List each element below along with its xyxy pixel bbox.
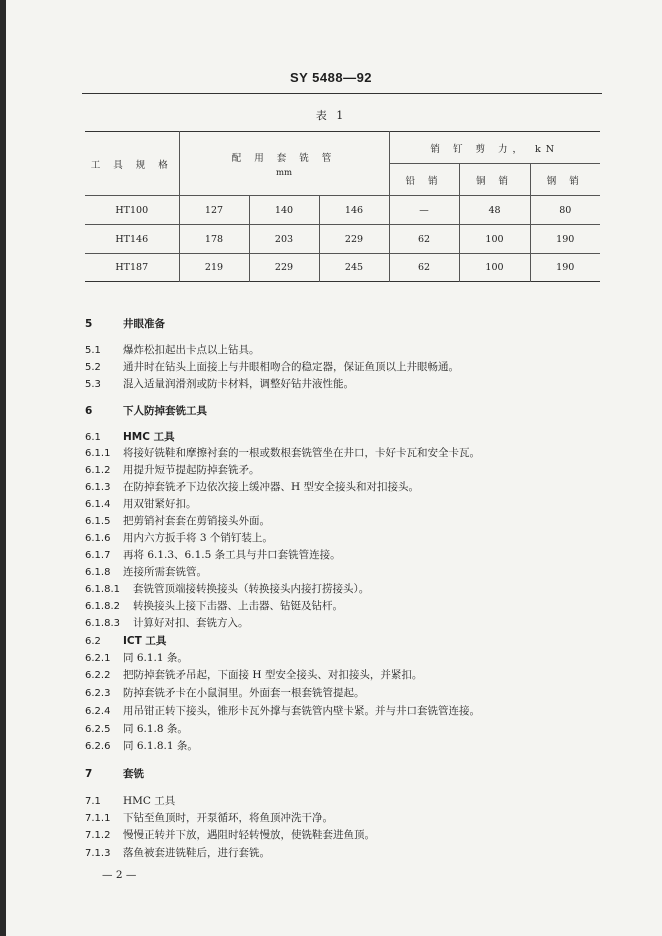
header-tool-spec: 工 具 规 格 [85,132,179,196]
clause-text: 防掉套铣矛卡在小鼠洞里。外面套一根套铣管提起。 [123,687,365,699]
clause-text: 把剪销衬套套在剪销接头外面。 [123,515,270,527]
clause-line [85,722,188,737]
cell-shear: 100 [459,225,530,254]
cell-pipe: 146 [319,196,389,225]
clause-number: 6.1.8.2 [85,601,120,612]
clause-number: 7.1.1 [85,813,111,824]
header-pipe-label: 配 用 套 铣 管 [231,152,337,164]
clause-text: 同 6.1.8.1 条。 [123,740,198,752]
clause-line [85,480,419,495]
clause-text: 混入适量润滑剂或防卡材料，调整好钻井液性能。 [123,378,354,390]
cell-shear: 100 [459,254,530,282]
cell-tool: HT100 [115,204,149,216]
header-shear-steel: 钢 销 [530,164,600,196]
cell-pipe: 127 [179,196,249,225]
clause-text: 把防掉套铣矛吊起，下面接 H 型安全接头、对扣接头，并紧扣。 [123,669,423,681]
clause-line [85,497,197,512]
clause-text: HMC 工具 [123,795,176,807]
clause-number: 6.2.3 [85,688,111,699]
clause-number: 6.1.6 [85,533,111,544]
clause-line [85,846,270,861]
clause-text: 慢慢正转并下放，遇阻时轻转慢放，使铣鞋套进鱼顶。 [123,829,375,841]
clause-line [85,514,270,529]
cell-shear: 48 [459,196,530,225]
cell-shear: — [389,196,459,225]
clause-text: 套铣管顶端接转换接头（转换接头内接打捞接头）。 [133,583,370,595]
scan-edge [0,0,6,936]
clause-text: HMC 工具 [123,431,175,443]
cell-shear: 190 [530,254,600,282]
header-rule [82,93,602,94]
header-pipe [179,132,389,196]
page-number: — 2 — [102,869,137,881]
clause-text: 将接好铣鞋和摩擦衬套的一根或数根套铣管坐在井口，卡好卡瓦和安全卡瓦。 [123,447,480,459]
clause-number: 5.2 [85,362,101,373]
clause-text: 爆炸松扣起出卡点以上钻具。 [123,344,260,356]
table-row [85,254,600,282]
clause-text: 下人防掉套铣工具 [123,405,207,417]
clause-line [85,616,249,631]
table-title: 表 1 [315,109,347,122]
clause-text: 用内六方扳手将 3 个销钉装上。 [123,532,273,544]
clause-number: 7 [85,768,93,780]
cell-pipe: 178 [179,225,249,254]
clause-line [85,668,422,683]
clause-number: 6.1.3 [85,482,111,493]
cell-pipe: 245 [319,254,389,282]
clause-number: 6.1.4 [85,499,111,510]
subsection-heading [85,794,175,809]
section-heading [85,404,207,418]
clause-number: 5.1 [85,345,101,356]
clause-line [85,582,369,597]
clause-text: 落鱼被套进铣鞋后，进行套铣。 [123,847,270,859]
clause-text: 用提升短节提起防掉套铣矛。 [123,464,260,476]
clause-text: 用双钳紧好扣。 [123,498,197,510]
clause-text: 连接所需套铣管。 [123,566,207,578]
clause-number: 6.2.1 [85,653,111,664]
header-shear: 销 钉 剪 力， kN [389,132,600,164]
subsection-heading [85,634,166,649]
clause-text: 同 6.1.1 条。 [123,652,188,664]
clause-number: 7.1 [85,796,101,807]
cell-pipe: 219 [179,254,249,282]
clause-number: 6.1.1 [85,448,111,459]
clause-line [85,548,341,563]
clause-text: 套铣 [123,768,144,780]
clause-number: 6.1.2 [85,465,111,476]
clause-line [85,343,260,358]
cell-pipe: 203 [249,225,319,254]
cell-pipe: 140 [249,196,319,225]
clause-line [85,565,207,580]
clause-number: 6.2.5 [85,724,111,735]
clause-text: 通井时在钻头上面接上与井眼相吻合的稳定器，保证鱼顶以上井眼畅通。 [123,361,459,373]
clause-line [85,377,354,392]
cell-pipe: 229 [249,254,319,282]
clause-line [85,531,273,546]
clause-line [85,651,188,666]
cell-tool: HT187 [115,262,149,273]
clause-number: 7.1.3 [85,848,111,859]
clause-line [85,463,260,478]
clause-line [85,599,343,614]
clause-line [85,739,198,754]
table-row [85,225,600,254]
clause-number: 6.2.4 [85,706,111,717]
clause-number: 6.2.2 [85,670,111,681]
clause-line [85,686,365,701]
cell-tool: HT146 [115,233,149,245]
clause-text: 井眼准备 [123,318,165,330]
clause-text: 用吊钳正转下接头，锥形卡瓦外撑与套铣管内壁卡紧。并与井口套铣管连接。 [123,705,480,717]
subsection-heading [85,430,175,445]
clause-text: 再将 6.1.3、6.1.5 条工具与井口套铣管连接。 [123,549,341,561]
header-pipe-unit: mm [275,167,293,178]
clause-line [85,828,375,843]
clause-number: 6.1.8 [85,567,111,578]
clause-text: 计算好对扣、套铣方入。 [133,617,249,629]
header-shear-copper: 铜 销 [459,164,530,196]
clause-number: 6.1.8.1 [85,584,120,595]
cell-shear: 62 [389,225,459,254]
cell-pipe: 229 [319,225,389,254]
standard-code: SY 5488—92 [289,70,373,85]
clause-line [85,811,333,826]
clause-number: 6.1.8.3 [85,618,120,629]
clause-number: 7.1.2 [85,830,111,841]
cell-shear: 80 [530,196,600,225]
clause-number: 6.1.7 [85,550,111,561]
section-heading [85,767,144,781]
clause-number: 6.1 [85,432,101,443]
clause-line [85,446,480,461]
clause-number: 6.2 [85,636,101,647]
section-heading [85,317,165,331]
cell-shear: 190 [530,225,600,254]
spec-table [85,131,600,282]
clause-number: 6.2.6 [85,741,111,752]
clause-text: 同 6.1.8 条。 [123,723,188,735]
header-shear-lead: 铅 销 [389,164,459,196]
clause-line [85,360,459,375]
clause-text: 转换接头上接下击器、上击器、钻铤及钻杆。 [133,600,343,612]
clause-number: 6.1.5 [85,516,111,527]
clause-number: 6 [85,405,93,417]
table-row [85,196,600,225]
cell-shear: 62 [389,254,459,282]
clause-number: 5.3 [85,379,101,390]
clause-text: ICT 工具 [123,635,167,647]
clause-text: 下钻至鱼顶时，开泵循环，将鱼顶冲洗干净。 [123,812,333,824]
clause-text: 在防掉套铣矛下边依次接上缓冲器、H 型安全接头和对扣接头。 [123,481,419,493]
clause-number: 5 [85,318,93,330]
clause-line [85,704,480,719]
